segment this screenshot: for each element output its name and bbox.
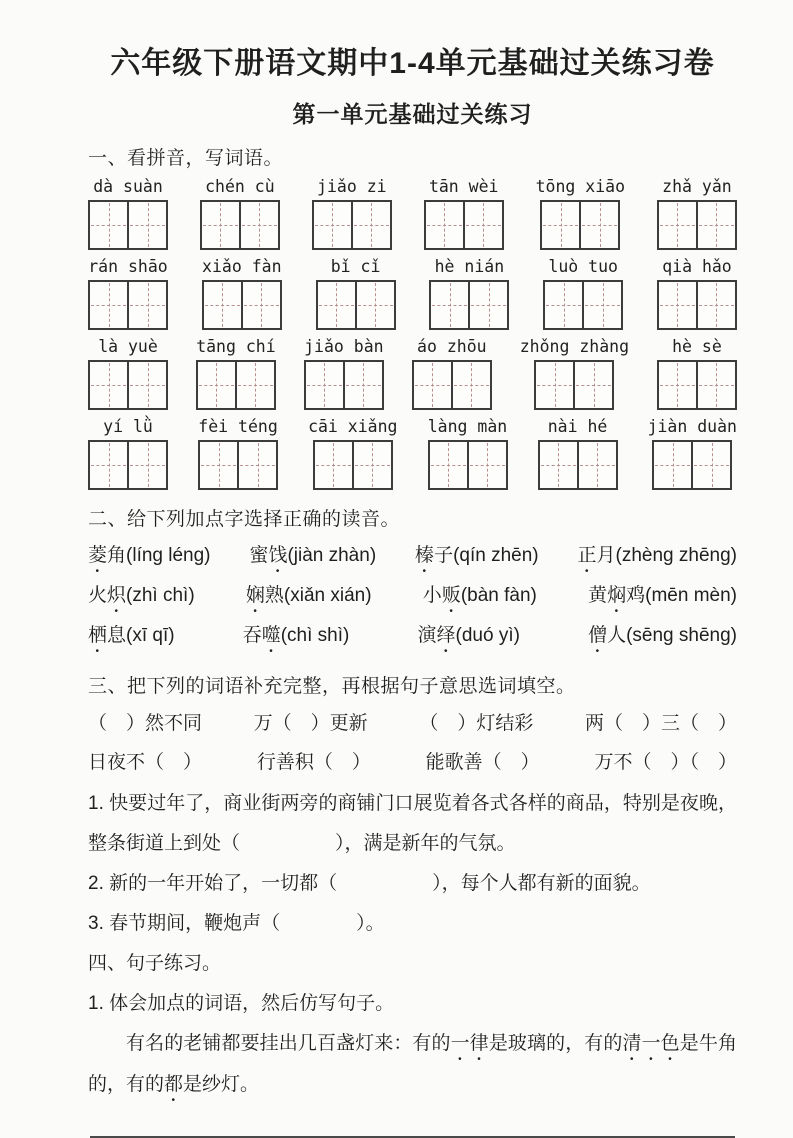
reading-text: 人(sēng shēng) [607,625,737,646]
reading-item [249,537,376,577]
pinyin-label: nài hé [547,417,608,436]
grid-cell [659,202,696,248]
pinyin-word-unit [520,336,629,410]
section4-heading: 四、句子练习。 [88,953,222,974]
writing-grid [304,360,384,410]
pinyin-word-unit [304,336,384,410]
pinyin-label: tān wèi [428,177,499,196]
pinyin-word-unit [424,176,504,250]
pinyin-word-unit [312,176,392,250]
pinyin-label: fèi téng [198,417,278,436]
grid-cell [696,202,735,248]
pinyin-word-unit [538,416,618,490]
pinyin-label: jiǎo zi [317,177,387,196]
writing-grid [88,200,168,250]
grid-cell [127,202,166,248]
dotted-char: 饯 [268,545,288,566]
dotted-char: 榛 [415,545,435,566]
reading-text: 熟(xiǎn xián) [264,585,372,606]
writing-grid [424,200,504,250]
reading-row [88,577,737,617]
dotted-char: 栖 [88,625,108,646]
practice-instruction: 1. 体会加点的词语，然后仿写句子。 [88,993,395,1014]
grid-cell [314,202,351,248]
reading-item [243,617,350,657]
grid-cell [579,202,618,248]
grid-cell [204,282,241,328]
writing-grid [412,360,492,410]
pinyin-row [88,336,737,410]
grid-cell [582,282,621,328]
idiom-item: （ ）然不同 [88,713,203,734]
pinyin-label: zhǎ yǎn [662,177,732,196]
pinyin-label: hè nián [434,257,505,276]
fill-sentence-1: 1. 快要过年了，商业街两旁的商铺门口展览着各式各样的商品，特别是夜晚，整条街道上到处（ ），满是新年的气氛。 [88,793,737,854]
grid-cell [315,442,352,488]
writing-grid [312,200,392,250]
pinyin-row [88,256,737,330]
dotted-char: 娴 [245,585,265,606]
idiom-item: 日夜不（ ） [88,752,203,773]
pinyin-word-unit [543,256,623,330]
pinyin-word-unit [316,256,396,330]
grid-cell [235,362,274,408]
grid-cell [451,362,490,408]
pinyin-word-unit [88,336,168,410]
reading-text: 吞 [242,625,262,646]
grid-cell [90,442,127,488]
reading-text: (chì shì) [280,625,350,646]
reading-text: (bàn fàn) [460,585,537,606]
grid-cell [414,362,451,408]
pinyin-label: zhǒng zhàng [519,337,630,356]
example-text: 是牛角的，有的 [88,1033,737,1095]
writing-grid [428,440,508,490]
dotted-word: 清一色 [622,1033,680,1054]
grid-cell [127,442,166,488]
idiom-row [88,704,737,743]
section3-heading: 三、把下列的词语补充完整，再根据句子意思选词填空。 [88,676,576,697]
pinyin-label: làng màn [427,417,508,436]
grid-cell [343,362,382,408]
writing-grid [540,200,620,250]
writing-grid [198,440,278,490]
grid-cell [198,362,235,408]
dotted-char: 炽 [107,585,127,606]
pinyin-label: dà suàn [93,177,163,196]
reading-row [88,617,737,657]
pinyin-label: là yuè [98,337,158,356]
dotted-word: 一律 [450,1033,489,1054]
idiom-item: 万不（ ）（ ） [594,752,737,773]
grid-cell [467,442,506,488]
grid-cell [237,442,276,488]
pinyin-label: cāi xiǎng [308,417,398,436]
dotted-char: 贩 [441,585,461,606]
reading-text: 月(zhèng zhēng) [596,545,737,566]
reading-text: (jiàn zhàn) [287,545,377,566]
idiom-item: 行善积（ ） [256,752,371,773]
reading-text: 鸡(mēn mèn) [626,585,737,606]
grid-cell [463,202,502,248]
dotted-char: 噬 [261,625,281,646]
dotted-char: 僧 [588,625,608,646]
grid-cell [696,282,735,328]
page-title: 六年级下册语文期中1-4单元基础过关练习卷 [110,47,715,80]
reading-text: 蜜 [249,545,269,566]
pinyin-label: luò tuo [548,257,618,276]
pinyin-label: yí lǜ [103,417,153,436]
pinyin-word-unit [202,256,282,330]
pinyin-word-unit [657,336,737,410]
writing-grid [313,440,393,490]
reading-item [246,577,372,617]
writing-grid [652,440,732,490]
fill-sentence-2: 2. 新的一年开始了，一切都（ ），每个人都有新的面貌。 [88,873,651,894]
grid-cell [696,362,735,408]
reading-text: 黄 [588,585,608,606]
reading-item [415,537,539,577]
reading-item [588,617,737,657]
idiom-item: 万（ ）更新 [253,713,368,734]
example-text: 有名的老铺都要挂出几百盏灯来：有的 [126,1033,451,1054]
dotted-char: 焖 [607,585,627,606]
grid-cell [545,282,582,328]
pinyin-word-unit [88,256,168,330]
grid-cell [468,282,507,328]
reading-item [588,577,737,617]
grid-cell [90,362,127,408]
reading-item [423,577,537,617]
writing-grid [88,280,168,330]
pinyin-label: qià hǎo [662,257,732,276]
example-text: 是纱灯。 [183,1074,260,1095]
writing-grid [534,360,614,410]
pinyin-word-unit [657,256,737,330]
reading-item [417,617,519,657]
writing-grid [200,200,280,250]
grid-cell [654,442,691,488]
reading-text: (duó yì) [455,625,520,646]
pinyin-word-unit [536,176,625,250]
pinyin-word-unit [412,336,492,410]
writing-grid [202,280,282,330]
pinyin-label: tāng chí [196,337,276,356]
dotted-char: 菱 [88,545,108,566]
writing-grid [543,280,623,330]
reading-item [88,537,211,577]
pinyin-word-unit [88,416,168,490]
grid-cell [659,282,696,328]
pinyin-row [88,176,737,250]
writing-grid [657,200,737,250]
grid-cell [90,282,127,328]
writing-grid [538,440,618,490]
grid-cell [573,362,612,408]
writing-grid [88,440,168,490]
grid-cell [542,202,579,248]
grid-cell [540,442,577,488]
grid-cell [355,282,394,328]
idiom-item: 能歌善（ ） [425,752,540,773]
fill-sentence-3: 3. 春节期间，鞭炮声（ ）。 [88,913,385,934]
example-text: 是玻璃的，有的 [488,1033,623,1054]
grid-cell [536,362,573,408]
pinyin-label: jiǎo bàn [304,337,384,356]
writing-grid [657,280,737,330]
grid-cell [351,202,390,248]
writing-grid [88,360,168,410]
grid-cell [426,202,463,248]
reading-text: 息(xī qī) [107,625,175,646]
pinyin-label: jiàn duàn [647,417,737,436]
grid-cell [318,282,355,328]
reading-text: 子(qín zhēn) [434,545,539,566]
pinyin-label: tōng xiāo [535,177,626,196]
idiom-row [88,743,737,782]
grid-cell [577,442,616,488]
grid-cell [431,282,468,328]
reading-text: 演 [417,625,437,646]
grid-cell [200,442,237,488]
reading-text: 角(líng léng) [107,545,211,566]
pinyin-word-unit [657,176,737,250]
writing-grid [657,360,737,410]
grid-cell [306,362,343,408]
pinyin-word-unit [429,256,509,330]
grid-cell [430,442,467,488]
pinyin-label: chén cù [205,177,275,196]
dotted-char: 正 [577,545,597,566]
grid-cell [659,362,696,408]
pinyin-word-unit [198,416,278,490]
page-subtitle: 第一单元基础过关练习 [292,101,533,127]
pinyin-label: bǐ cǐ [330,257,381,276]
example-sentence [88,1024,737,1106]
section1-heading: 一、看拼音，写词语。 [88,148,284,169]
writing-grid [196,360,276,410]
reading-text: 小 [422,585,442,606]
pinyin-word-unit [428,416,508,490]
reading-item [578,537,737,577]
writing-grid [429,280,509,330]
dotted-word: 都 [164,1074,184,1095]
pinyin-word-unit [196,336,276,410]
reading-text: (zhì chì) [126,585,195,606]
reading-text: 火 [88,585,108,606]
pinyin-label: áo zhōu [417,337,487,356]
pinyin-word-unit [200,176,280,250]
pinyin-label: hè sè [672,337,722,356]
dotted-char: 绎 [436,625,456,646]
grid-cell [127,362,166,408]
idiom-item: （ ）灯结彩 [419,713,534,734]
pinyin-label: xiǎo fàn [202,257,282,276]
grid-cell [127,282,166,328]
grid-cell [90,202,127,248]
pinyin-word-unit [308,416,397,490]
grid-cell [352,442,391,488]
reading-row [88,537,737,577]
pinyin-row [88,416,737,490]
pinyin-word-unit [88,176,168,250]
writing-grid [316,280,396,330]
pinyin-label: rán shāo [88,257,168,276]
grid-cell [202,202,239,248]
reading-item [88,617,175,657]
section2-heading: 二、给下列加点字选择正确的读音。 [88,509,401,530]
grid-cell [241,282,280,328]
grid-cell [691,442,730,488]
pinyin-word-unit [648,416,737,490]
grid-cell [239,202,278,248]
reading-item [88,577,195,617]
idiom-item: 两（ ）三（ ） [584,713,737,734]
